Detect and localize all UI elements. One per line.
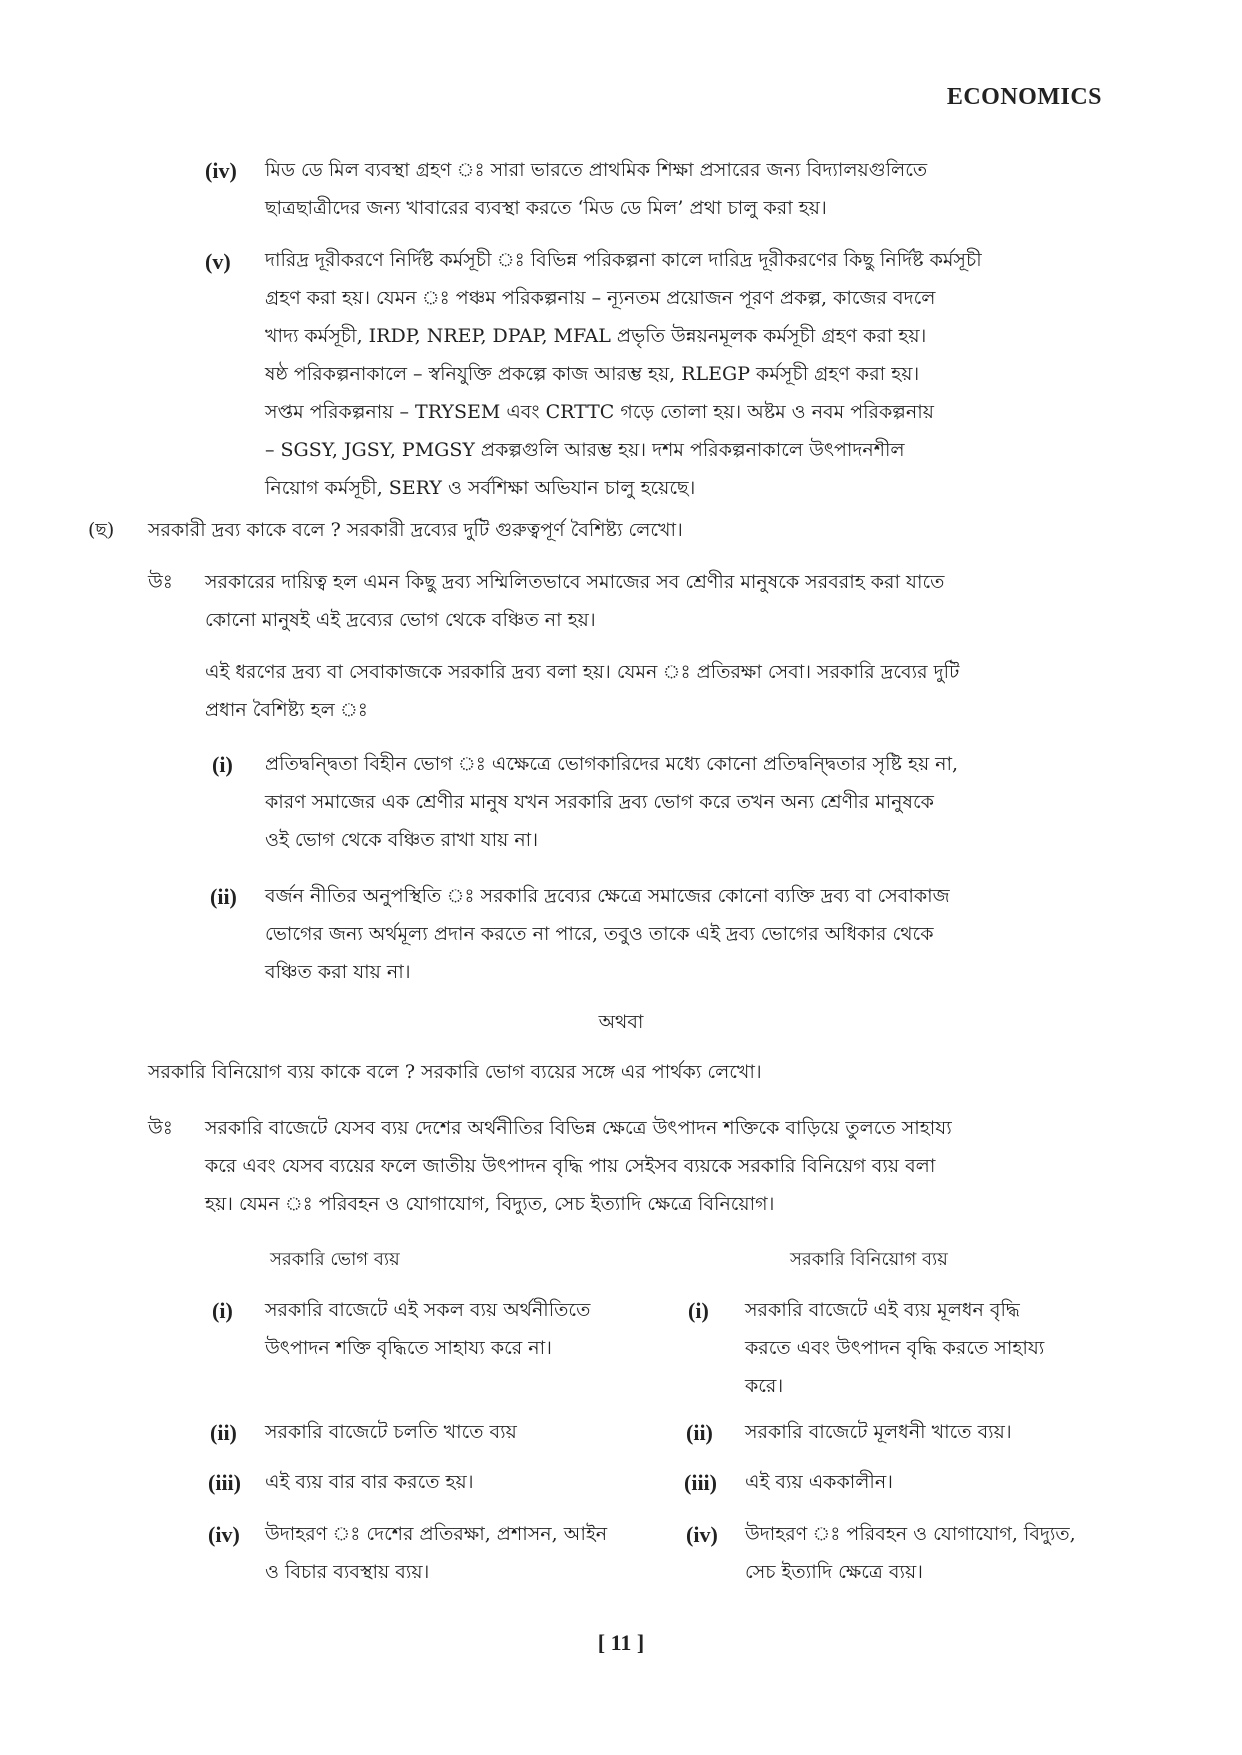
compare-right-cell: এই ব্যয় এককালীন। — [745, 1471, 893, 1493]
feature-ii-line: বর্জন নীতির অনুপস্থিতি ঃ সরকারি দ্রব্যের ক্ষেত্রে সমাজের কোনো ব্যক্তি দ্রব্য বা সেবাকাজ — [265, 885, 950, 907]
point-iv-line: মিড ডে মিল ব্যবস্থা গ্রহণ ঃ সারা ভারতে প্রাথমিক শিক্ষা প্রসারের জন্য বিদ্যালয়গুলিতে — [265, 159, 928, 181]
answer-line: প্রধান বৈশিষ্ট্য হল ঃ — [205, 699, 368, 721]
compare-right-cell: সরকারি বাজেটে মূলধনী খাতে ব্যয়। — [745, 1421, 1012, 1443]
answer-label: উঃ — [148, 1117, 173, 1139]
point-v-line: ষষ্ঠ পরিকল্পনাকালে – স্বনিযুক্তি প্রকল্পে কাজ আরম্ভ হয়, RLEGP কর্মসূচী গ্রহণ করা হয়। — [265, 363, 920, 385]
point-v-line: সপ্তম পরিকল্পনায় – TRYSEM এবং CRTTC গড়ে তোলা হয়। অষ্টম ও নবম পরিকল্পনায় — [265, 401, 934, 423]
page-number: [ 11 ] — [597, 1630, 645, 1655]
feature-ii-line: ভোগের জন্য অর্থমূল্য প্রদান করতে না পারে, তবুও তাকে এই দ্রব্য ভোগের অধিকার থেকে — [265, 923, 934, 945]
point-v-line: গ্রহণ করা হয়। যেমন ঃ পঞ্চম পরিকল্পনায় – ন্যূনতম প্রয়োজন পূরণ প্রকল্প, কাজের বদলে — [265, 287, 936, 309]
compare-left-cell: সরকারি বাজেটে চলতি খাতে ব্যয় — [265, 1421, 517, 1443]
or-separator: অথবা — [598, 1011, 644, 1033]
question-alt-text: সরকারি বিনিয়োগ ব্যয় কাকে বলে ? সরকারি ভোগ ব্যয়ের সঙ্গে এর পার্থক্য লেখো। — [148, 1061, 762, 1083]
feature-i-line: কারণ সমাজের এক শ্রেণীর মানুষ যখন সরকারি দ্রব্য ভোগ করে তখন অন্য শ্রেণীর মানুষকে — [265, 791, 934, 813]
compare-left-cell: ও বিচার ব্যবস্থায় ব্যয়। — [265, 1561, 430, 1583]
compare-left-cell: সরকারি বাজেটে এই সকল ব্যয় অর্থনীতিতে — [265, 1299, 591, 1321]
feature-i-line: ওই ভোগ থেকে বঞ্চিত রাখা যায় না। — [265, 829, 538, 851]
compare-row-number-right: (i) — [688, 1298, 709, 1323]
answer-line: কোনো মানুষই এই দ্রব্যের ভোগ থেকে বঞ্চিত না হয়। — [205, 609, 596, 631]
page-header-subject: ECONOMICS — [946, 84, 1102, 110]
answer-label: উঃ — [148, 571, 173, 593]
point-iv-line: ছাত্রছাত্রীদের জন্য খাবারের ব্যবস্থা করতে ‘মিড ডে মিল’ প্রথা চালু করা হয়। — [265, 197, 827, 219]
point-v-line: দারিদ্র দূরীকরণে নির্দিষ্ট কর্মসূচী ঃ বিভিন্ন পরিকল্পনা কালে দারিদ্র দূরীকরণের কিছু নির্দিষ্ট কর্মসূচী — [265, 249, 982, 271]
compare-row-number-right: (iii) — [684, 1470, 717, 1495]
compare-row-number-right: (iv) — [686, 1522, 718, 1547]
point-v-line: – SGSY, JGSY, PMGSY প্রকল্পগুলি আরম্ভ হয়। দশম পরিকল্পনাকালে উৎপাদনশীল — [265, 439, 905, 461]
point-v-number: (v) — [205, 249, 231, 274]
point-iv-number: (iv) — [205, 158, 237, 183]
compare-row-number-left: (i) — [212, 1298, 233, 1323]
answer-line: হয়। যেমন ঃ পরিবহন ও যোগাযোগ, বিদ্যুত, সেচ ইত্যাদি ক্ষেত্রে বিনিয়োগ। — [205, 1193, 775, 1215]
answer-line: সরকারের দায়িত্ব হল এমন কিছু দ্রব্য সম্মিলিতভাবে সমাজের সব শ্রেণীর মানুষকে সরবরাহ করা যাতে — [205, 571, 945, 593]
answer-line: করে এবং যেসব ব্যয়ের ফলে জাতীয় উৎপাদন বৃদ্ধি পায় সেইসব ব্যয়কে সরকারি বিনিয়েগ ব্যয় বলা — [205, 1155, 936, 1177]
answer-line: এই ধরণের দ্রব্য বা সেবাকাজকে সরকারি দ্রব্য বলা হয়। যেমন ঃ প্রতিরক্ষা সেবা। সরকারি দ্রব্যের দুটি — [205, 661, 960, 683]
compare-right-cell: করতে এবং উৎপাদন বৃদ্ধি করতে সাহায্য — [745, 1337, 1045, 1359]
compare-right-heading: সরকারি বিনিয়োগ ব্যয় — [790, 1249, 948, 1270]
question-cha-number: (ছ) — [88, 519, 115, 541]
point-v-line: নিয়োগ কর্মসূচী, SERY ও সর্বশিক্ষা অভিযান চালু হয়েছে। — [265, 477, 696, 499]
question-cha-text: সরকারী দ্রব্য কাকে বলে ? সরকারী দ্রব্যের দুটি গুরুত্বপূর্ণ বৈশিষ্ট্য লেখো। — [148, 519, 683, 541]
compare-right-cell: সেচ ইত্যাদি ক্ষেত্রে ব্যয়। — [745, 1561, 923, 1583]
point-v-line: খাদ্য কর্মসূচী, IRDP, NREP, DPAP, MFAL প্রভৃতি উন্নয়নমূলক কর্মসূচী গ্রহণ করা হয়। — [265, 325, 927, 347]
answer-line: সরকারি বাজেটে যেসব ব্যয় দেশের অর্থনীতির বিভিন্ন ক্ষেত্রে উৎপাদন শক্তিকে বাড়িয়ে তুলতে সাহায্য — [205, 1117, 952, 1139]
compare-left-cell: উদাহরণ ঃ দেশের প্রতিরক্ষা, প্রশাসন, আইন — [265, 1523, 608, 1545]
compare-left-heading: সরকারি ভোগ ব্যয় — [270, 1249, 400, 1270]
feature-i-line: প্রতিদ্বন্দ্বিতা বিহীন ভোগ ঃ এক্ষেত্রে ভোগকারিদের মধ্যে কোনো প্রতিদ্বন্দ্বিতার সৃষ্টি হয় না, — [265, 753, 959, 775]
feature-ii-line: বঞ্চিত করা যায় না। — [265, 961, 411, 983]
compare-row-number-left: (iv) — [208, 1522, 240, 1547]
compare-row-number-left: (iii) — [208, 1470, 241, 1495]
compare-right-cell: সরকারি বাজেটে এই ব্যয় মূলধন বৃদ্ধি — [745, 1299, 1020, 1321]
compare-right-cell: উদাহরণ ঃ পরিবহন ও যোগাযোগ, বিদ্যুত, — [745, 1523, 1076, 1545]
compare-row-number-left: (ii) — [210, 1420, 237, 1445]
compare-left-cell: এই ব্যয় বার বার করতে হয়। — [265, 1471, 474, 1493]
compare-right-cell: করে। — [745, 1375, 784, 1397]
feature-ii-number: (ii) — [210, 884, 237, 909]
compare-left-cell: উৎপাদন শক্তি বৃদ্ধিতে সাহায্য করে না। — [265, 1337, 552, 1359]
compare-row-number-right: (ii) — [686, 1420, 713, 1445]
feature-i-number: (i) — [212, 752, 233, 777]
